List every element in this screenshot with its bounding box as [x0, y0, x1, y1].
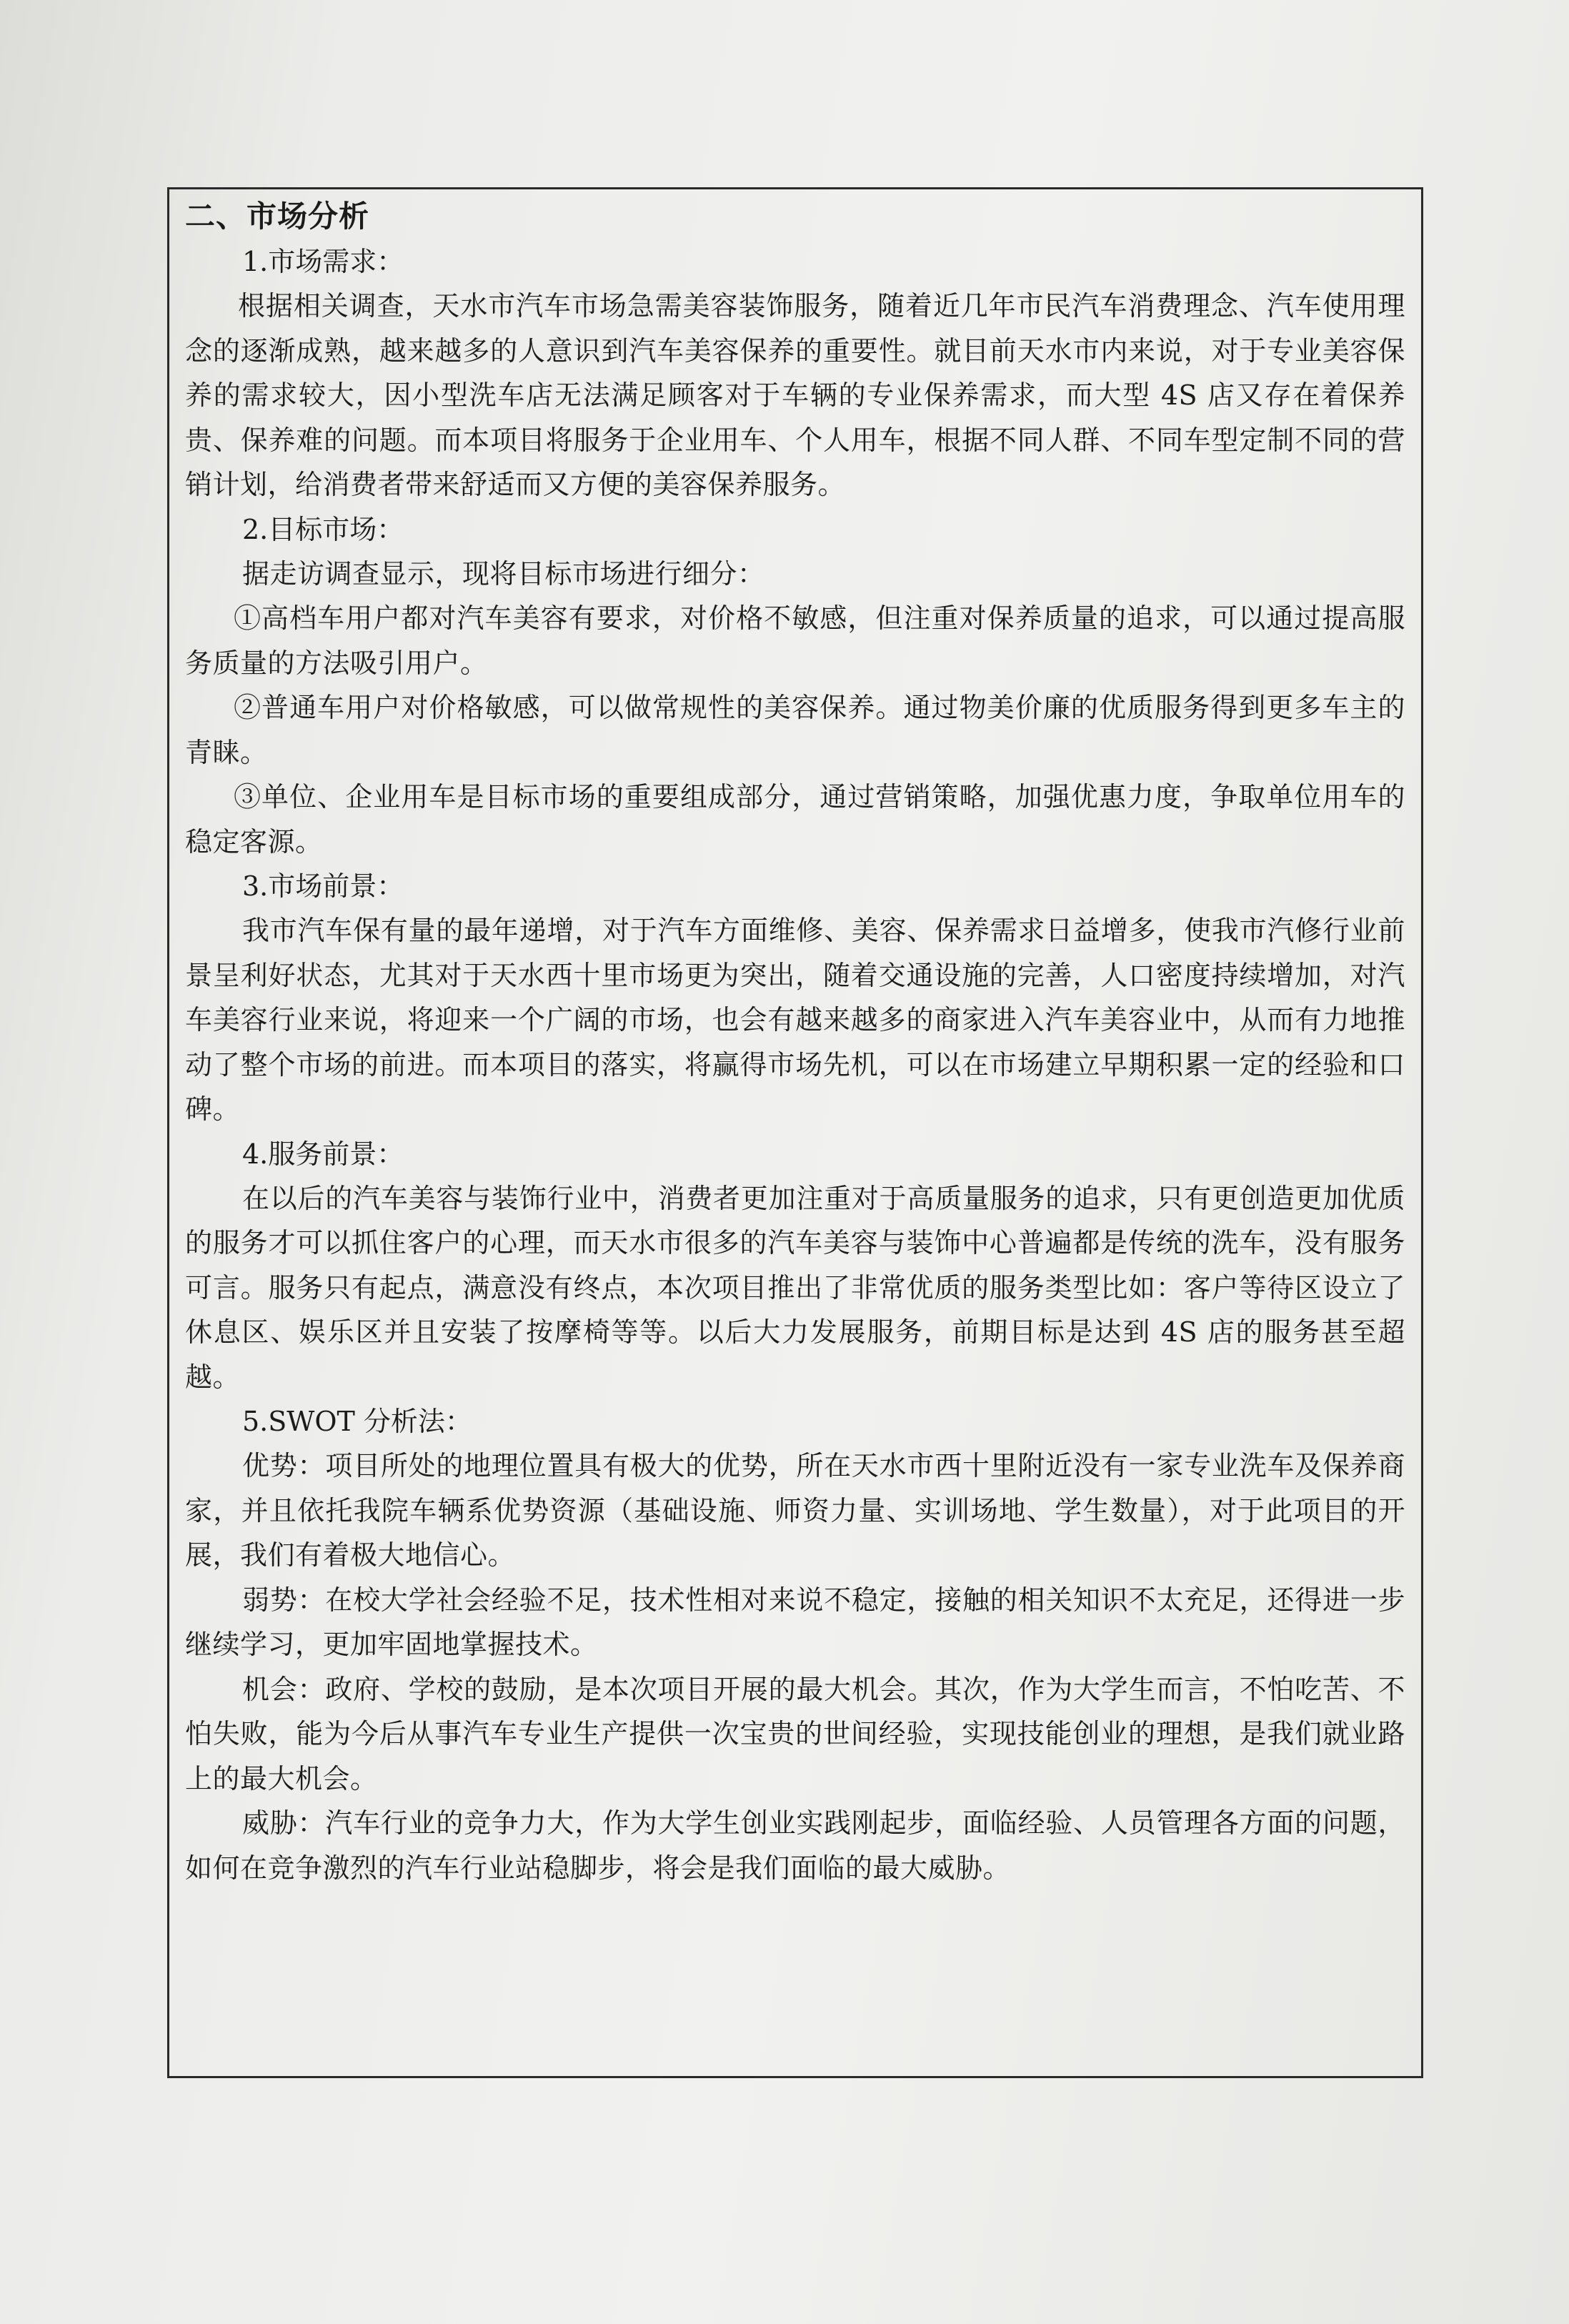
swot-strengths: 优势：项目所处的地理位置具有极大的优势，所在天水市西十里附近没有一家专业洗车及保养商家，并且依托我院车辆系优势资源（基础设施、师资力量、实训场地、学生数量），对于此项目的开展，我们有着极大地信心。: [185, 1450, 1405, 1571]
service-heading: 4.服务前景：: [242, 1138, 404, 1170]
target-item-1: ①高档车用户都对汽车美容有要求，对价格不敏感，但注重对保养质量的追求，可以通过提高服务质量的方法吸引用户。: [185, 602, 1405, 679]
swot-heading: 5.SWOT 分析法：: [242, 1406, 472, 1437]
demand-heading: 1.市场需求：: [242, 246, 404, 277]
swot-opportunities: 机会：政府、学校的鼓励，是本次项目开展的最大机会。其次，作为大学生而言，不怕吃苦、不怕失败，能为今后从事汽车专业生产提供一次宝贵的世间经验，实现技能创业的理想，是我们就业路上的最大机会。: [185, 1673, 1405, 1794]
swot-threats: 威胁：汽车行业的竞争力大，作为大学生创业实践刚起步，面临经验、人员管理各方面的问题，如何在竞争激烈的汽车行业站稳脚步，将会是我们面临的最大威胁。: [185, 1807, 1405, 1884]
section-title: 二、市场分析: [185, 199, 370, 234]
prospect-paragraph: 我市汽车保有量的最年递增，对于汽车方面维修、美容、保养需求日益增多，使我市汽修行业前景呈利好状态，尤其对于天水西十里市场更为突出，随着交通设施的完善，人口密度持续增加，对汽车美容行业来说，将迎来一个广阔的市场，也会有越来越多的商家进入汽车美容业中，从而有力地推动了整个市场的前进。而本项目的落实，将赢得市场先机，可以在市场建立早期积累一定的经验和口碑。: [185, 915, 1405, 1125]
target-item-3: ③单位、企业用车是目标市场的重要组成部分，通过营销策略，加强优惠力度，争取单位用车的稳定客源。: [185, 781, 1405, 858]
demand-paragraph: 根据相关调查，天水市汽车市场急需美容装饰服务，随着近几年市民汽车消费理念、汽车使用理念的逐渐成熟，越来越多的人意识到汽车美容保养的重要性。就目前天水市内来说，对于专业美容保养的需求较大，因小型洗车店无法满足顾客对于车辆的专业保养需求，而大型 4S 店又存在着保养贵、保养难的问题。而本项目将服务于企业用车、个人用车，根据不同人群、不同车型定制不同的营销计划，给消费者带来舒适而又方便的美容保养服务。: [185, 290, 1405, 500]
document-frame: [167, 187, 1423, 2078]
service-paragraph: 在以后的汽车美容与装饰行业中，消费者更加注重对于高质量服务的追求，只有更创造更加优质的服务才可以抓住客户的心理，而天水市很多的汽车美容与装饰中心普遍都是传统的洗车，没有服务可言。服务只有起点，满意没有终点，本次项目推出了非常优质的服务类型比如：客户等待区设立了休息区、娱乐区并且安装了按摩椅等等。以后大力发展服务，前期目标是达到 4S 店的服务甚至超越。: [185, 1182, 1405, 1393]
target-heading: 2.目标市场：: [242, 513, 404, 545]
prospect-heading: 3.市场前景：: [242, 870, 404, 902]
target-intro: 据走访调查显示，现将目标市场进行细分：: [242, 557, 765, 590]
swot-weaknesses: 弱势：在校大学社会经验不足，技术性相对来说不稳定，接触的相关知识不太充足，还得进一步继续学习，更加牢固地掌握技术。: [185, 1584, 1405, 1660]
target-item-2: ②普通车用户对价格敏感，可以做常规性的美容保养。通过物美价廉的优质服务得到更多车主的青睐。: [185, 692, 1405, 768]
